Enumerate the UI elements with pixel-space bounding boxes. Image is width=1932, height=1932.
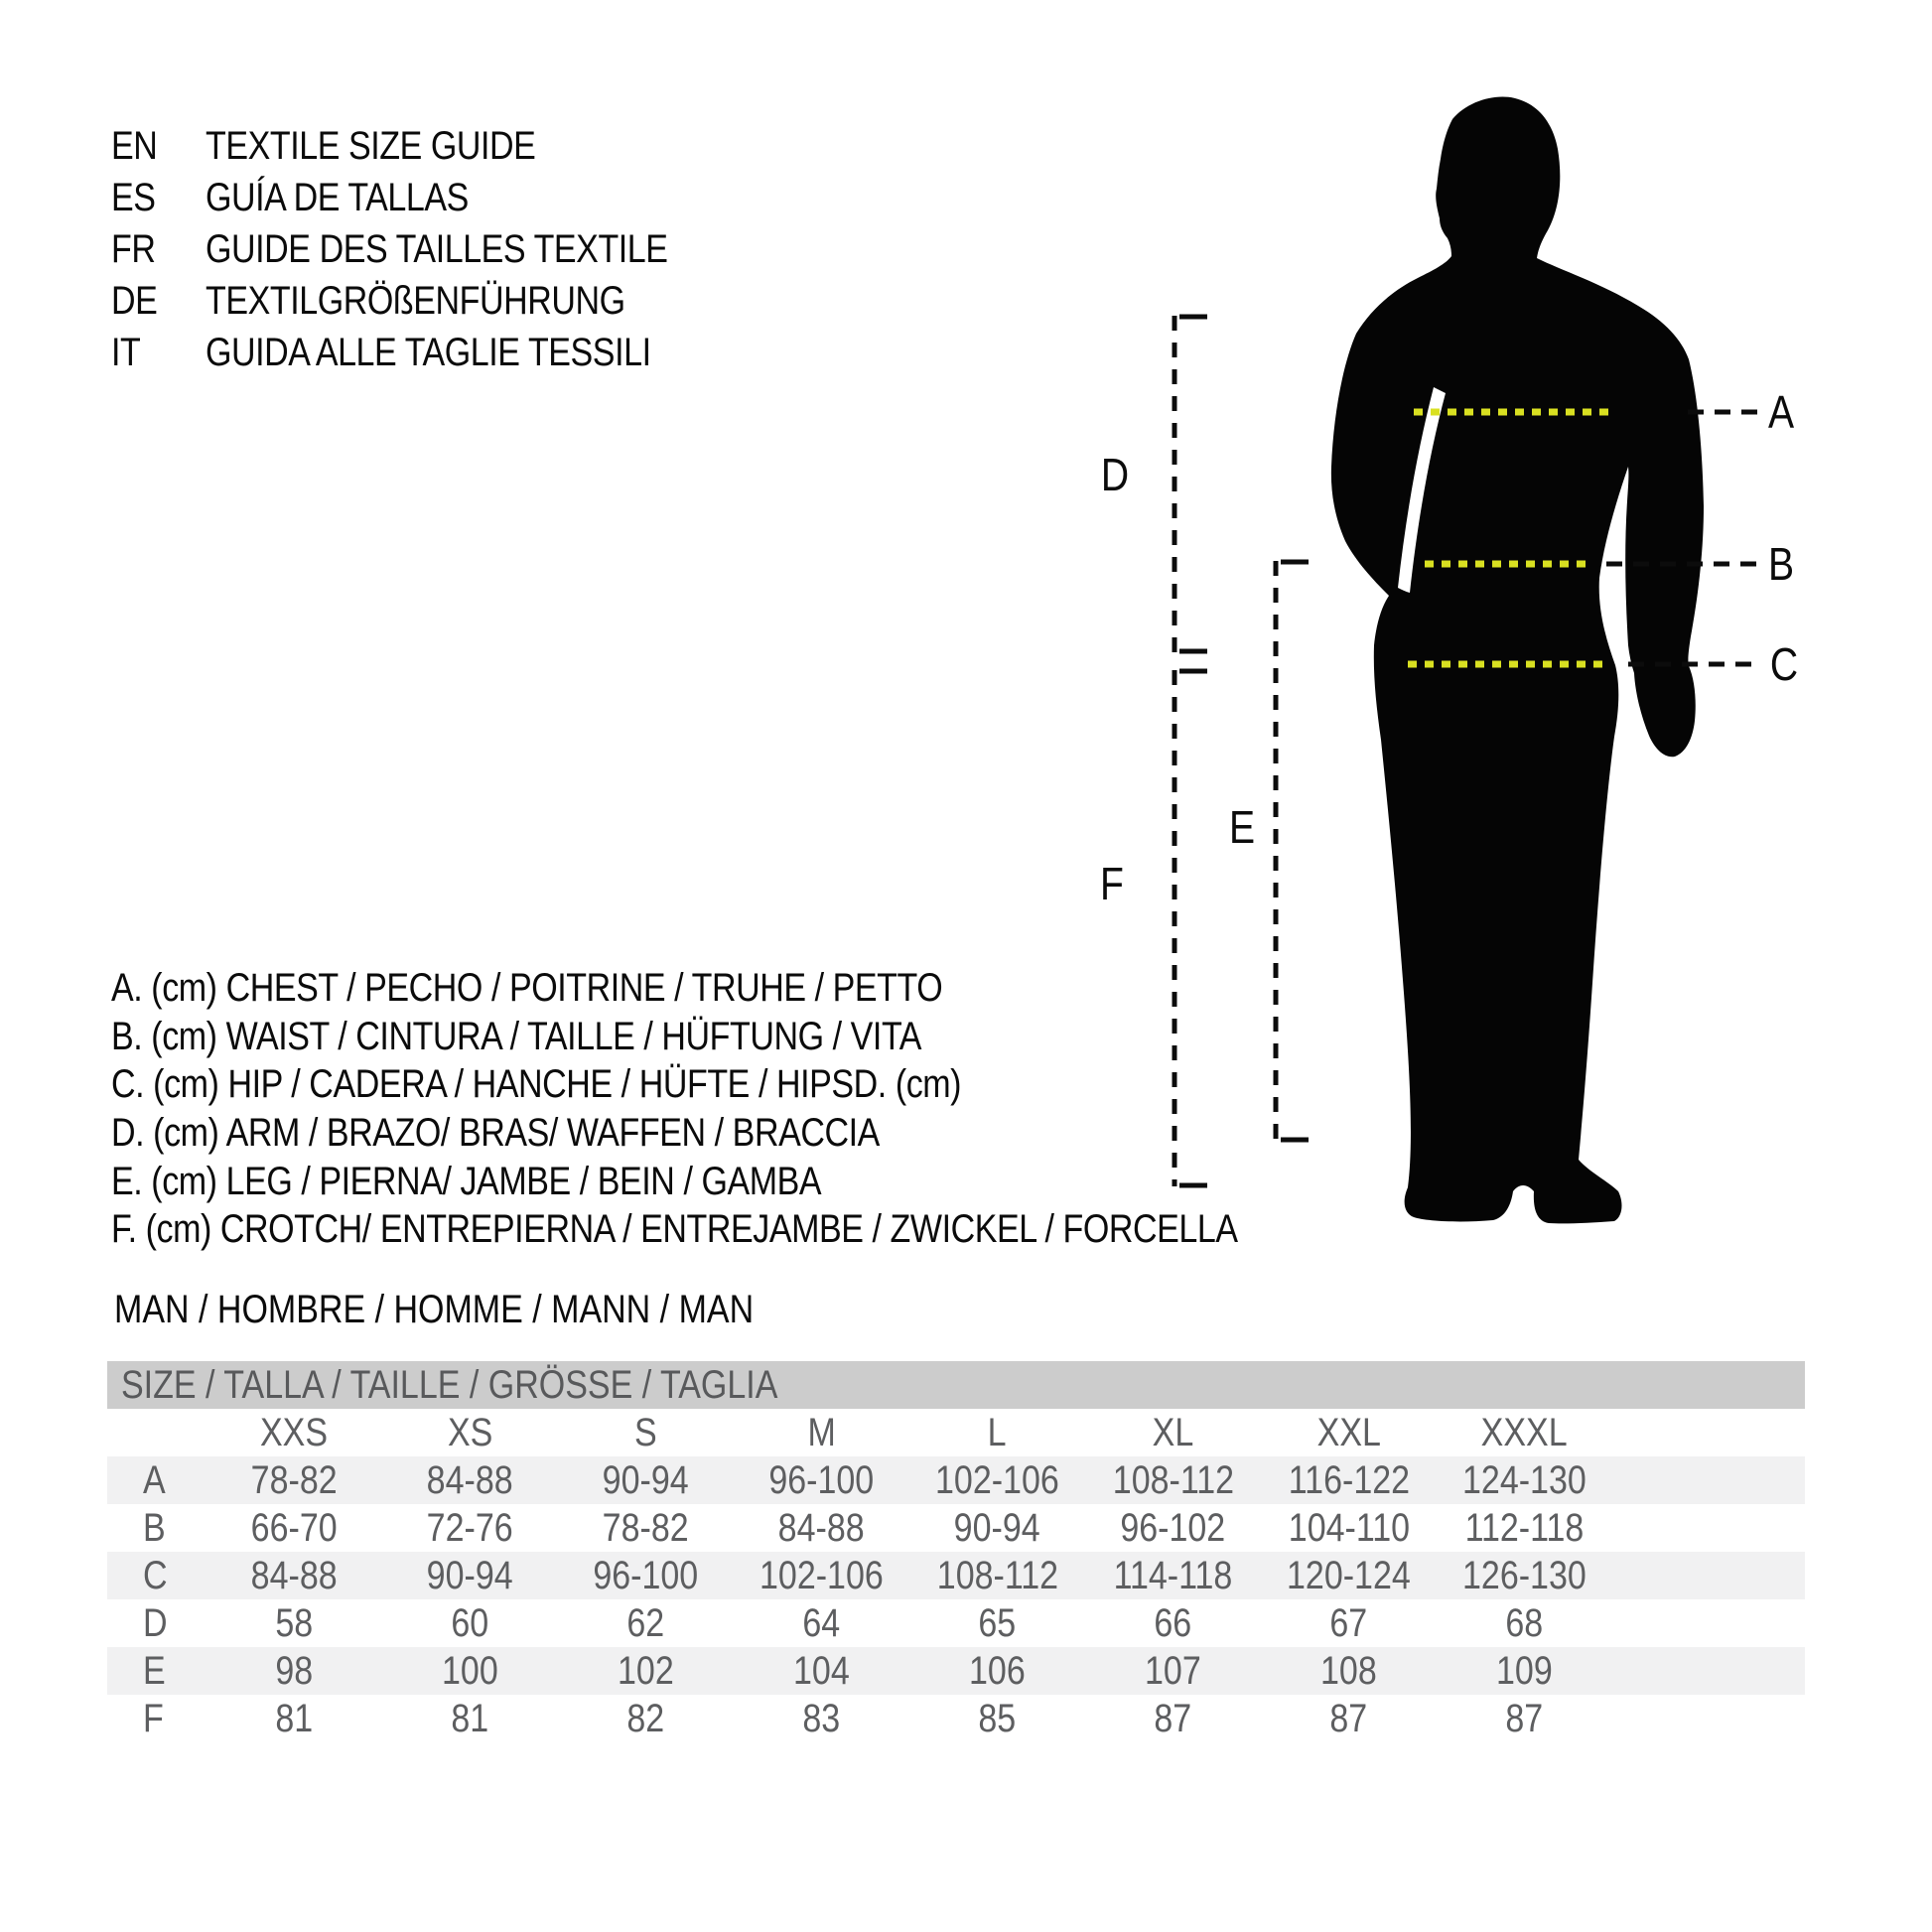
size-col-xs: XS: [447, 1410, 493, 1454]
table-row: E 98 100 102 104 106 107 108 109: [107, 1647, 1805, 1695]
language-code: EN: [111, 123, 158, 168]
guide-title: GUIDE DES TAILLES TEXTILE: [206, 226, 668, 271]
row-label: C: [143, 1553, 168, 1597]
row-label: D: [143, 1600, 168, 1645]
table-row: D 58 60 62 64 65 66 67 68: [143, 1600, 1544, 1645]
legend-item-a: A. (cm) CHEST / PECHO / POITRINE / TRUHE / PETTO: [111, 965, 943, 1010]
row-label: B: [143, 1505, 166, 1550]
marker-a-label: A: [1767, 386, 1795, 438]
language-row-es: [111, 172, 750, 223]
language-row-en: [111, 120, 750, 172]
table-row: A 78-82 84-88 90-94 96-100 102-106 108-112 116-122 124-130: [107, 1456, 1805, 1504]
language-row-it: [111, 327, 750, 378]
row-label: A: [143, 1457, 166, 1502]
row-label: F: [143, 1696, 164, 1740]
marker-f-label: F: [1100, 858, 1124, 909]
legend-item-f: F. (cm) CROTCH/ ENTREPIERNA / ENTREJAMBE / ZWICKEL / FORCELLA: [111, 1207, 1238, 1252]
guide-title: TEXTILGRÖßENFÜHRUNG: [206, 278, 625, 323]
size-col-s: S: [634, 1410, 657, 1454]
guide-title: GUIDA ALLE TAGLIE TESSILI: [206, 330, 651, 374]
language-code: ES: [111, 175, 156, 219]
size-table-sizes-row: [107, 1409, 1805, 1456]
legend-item-e: E. (cm) LEG / PIERNA/ JAMBE / BEIN / GAMBA: [111, 1159, 822, 1203]
marker-e-label: E: [1228, 801, 1256, 853]
size-col-xxs: XXS: [260, 1410, 329, 1454]
table-row: C 84-88 90-94 96-100 102-106 108-112 114-118 120-124 126-130: [107, 1552, 1805, 1599]
size-col-xxxl: XXXL: [1481, 1410, 1568, 1454]
language-row-de: [111, 275, 750, 327]
marker-d-label: D: [1100, 449, 1130, 500]
size-table: [107, 1361, 1805, 1742]
legend-item-d: D. (cm) ARM / BRAZO/ BRAS/ WAFFEN / BRACCIA: [111, 1110, 880, 1155]
language-code: IT: [111, 330, 141, 374]
category-label: MAN / HOMBRE / HOMME / MANN / MAN: [114, 1287, 755, 1331]
language-title-block: [111, 120, 750, 378]
legend-item-b: B. (cm) WAIST / CINTURA / TAILLE / HÜFTUNG / VITA: [111, 1014, 922, 1058]
size-table-header: SIZE / TALLA / TAILLE / GRÖSSE / TAGLIA: [107, 1361, 1805, 1409]
guide-title: GUÍA DE TALLAS: [206, 175, 469, 219]
table-row: F 81 81 82 83 85 87 87 87: [143, 1696, 1544, 1740]
marker-c-label: C: [1769, 638, 1799, 690]
size-col-xxl: XXL: [1316, 1410, 1381, 1454]
guide-title: TEXTILE SIZE GUIDE: [206, 123, 536, 168]
size-col-xl: XL: [1152, 1410, 1194, 1454]
legend-item-c: C. (cm) HIP / CADERA / HANCHE / HÜFTE / HIPSD. (cm): [111, 1062, 962, 1107]
language-code: DE: [111, 278, 158, 323]
size-col-m: M: [807, 1410, 836, 1454]
table-row: B 66-70 72-76 78-82 84-88 90-94 96-102 104-110 112-118: [143, 1505, 1585, 1550]
language-code: FR: [111, 226, 156, 271]
row-label: E: [143, 1648, 166, 1693]
pocket-gap-highlight: [1398, 387, 1446, 593]
marker-b-label: B: [1767, 538, 1795, 590]
language-row-fr: [111, 223, 750, 275]
size-col-l: L: [988, 1410, 1007, 1454]
measurement-legend: [111, 964, 1437, 1254]
